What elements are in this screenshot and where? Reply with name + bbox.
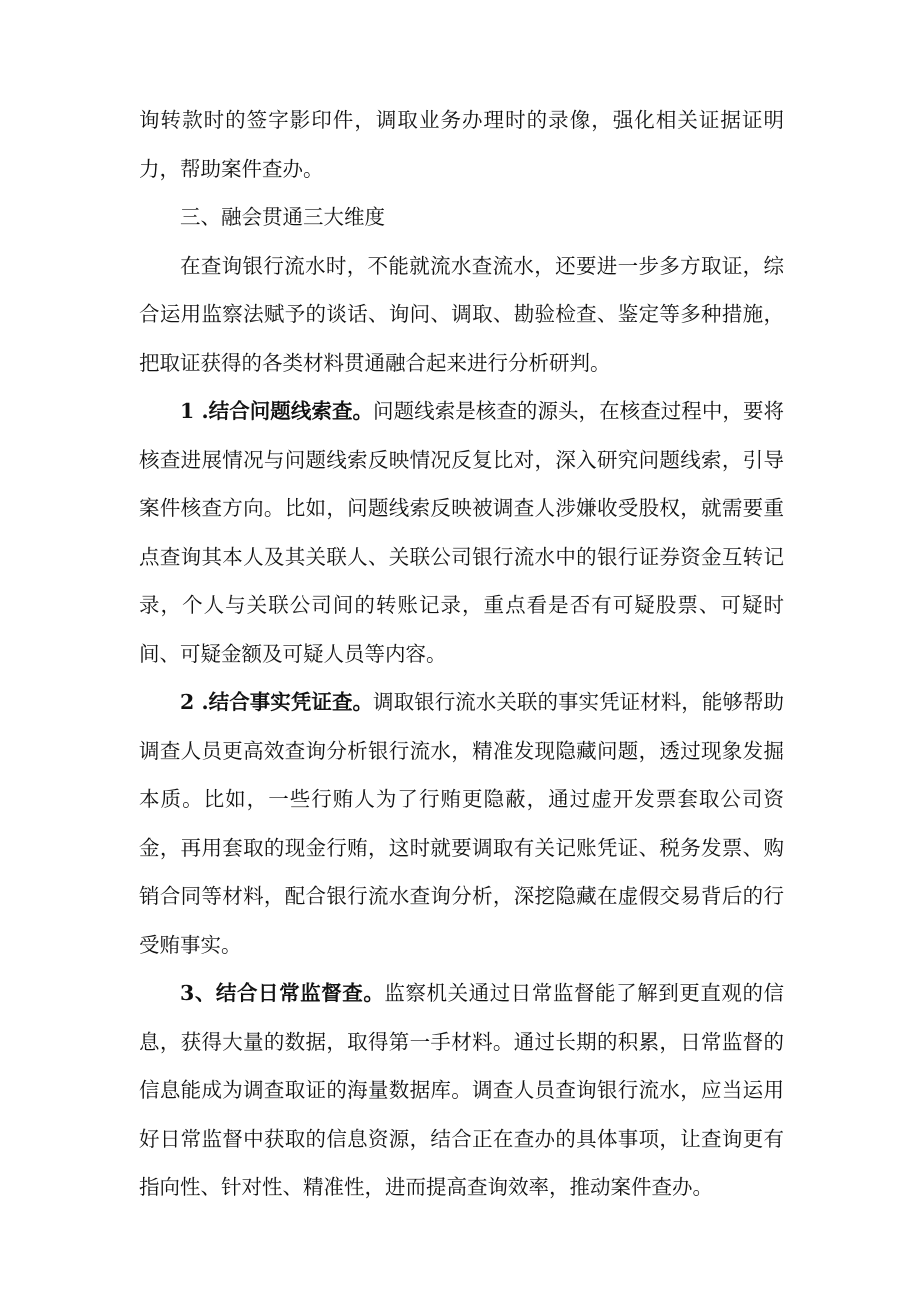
item-3-heading: 3、结合日常监督查。 — [180, 981, 385, 1005]
paragraph-item-3 — [139, 969, 784, 1212]
item-1-body: 问题线索是核查的源头，在核查过程中，要将核查进展情况与问题线索反映情况反复比对，深入研究问题线索，引导案件核查方向。比如，问题线索反映被调查人涉嫌收受股权，就需要重点查询其本人及其关联人、关联公司银行流水中的银行证券资金互转记录，个人与关联公司间的转账记录，重点看是否有可疑股票、可疑时间、可疑金额及可疑人员等内容。 — [139, 399, 784, 666]
paragraph-continuation: 询转款时的签字影印件，调取业务办理时的录像，强化相关证据证明力，帮助案件查办。 — [139, 108, 784, 181]
item-3-body: 监察机关通过日常监督能了解到更直观的信息，获得大量的数据，取得第一手材料。通过长期的积累，日常监督的信息能成为调查取证的海量数据库。调查人员查询银行流水，应当运用好日常监督中获取的信息资源，结合正在查办的具体事项，让查询更有指向性、针对性、精准性，进而提高查询效率，推动案件查办。 — [139, 981, 785, 1199]
item-2-heading: 2 .结合事实凭证查。 — [180, 690, 374, 714]
item-1-heading: 1 .结合问题线索查。 — [180, 399, 374, 423]
paragraph-item-1 — [139, 387, 784, 678]
section-heading: 三、融会贯通三大维度 — [180, 205, 385, 229]
document-page — [139, 96, 784, 1212]
item-2-body: 调取银行流水关联的事实凭证材料，能够帮助调查人员更高效查询分析银行流水，精准发现隐藏问题，透过现象发掘本质。比如，一些行贿人为了行贿更隐蔽，通过虚开发票套取公司资金，再用套取的现金行贿，这时就要调取有关记账凭证、税务发票、购销合同等材料，配合银行流水查询分析，深挖隐藏在虚假交易背后的行受贿事实。 — [139, 690, 784, 957]
paragraph-item-2 — [139, 678, 784, 969]
paragraph-intro: 在查询银行流水时，不能就流水查流水，还要进一步多方取证，综合运用监察法赋予的谈话、询问、调取、勘验检查、鉴定等多种措施，把取证获得的各类材料贯通融合起来进行分析研判。 — [139, 253, 784, 375]
